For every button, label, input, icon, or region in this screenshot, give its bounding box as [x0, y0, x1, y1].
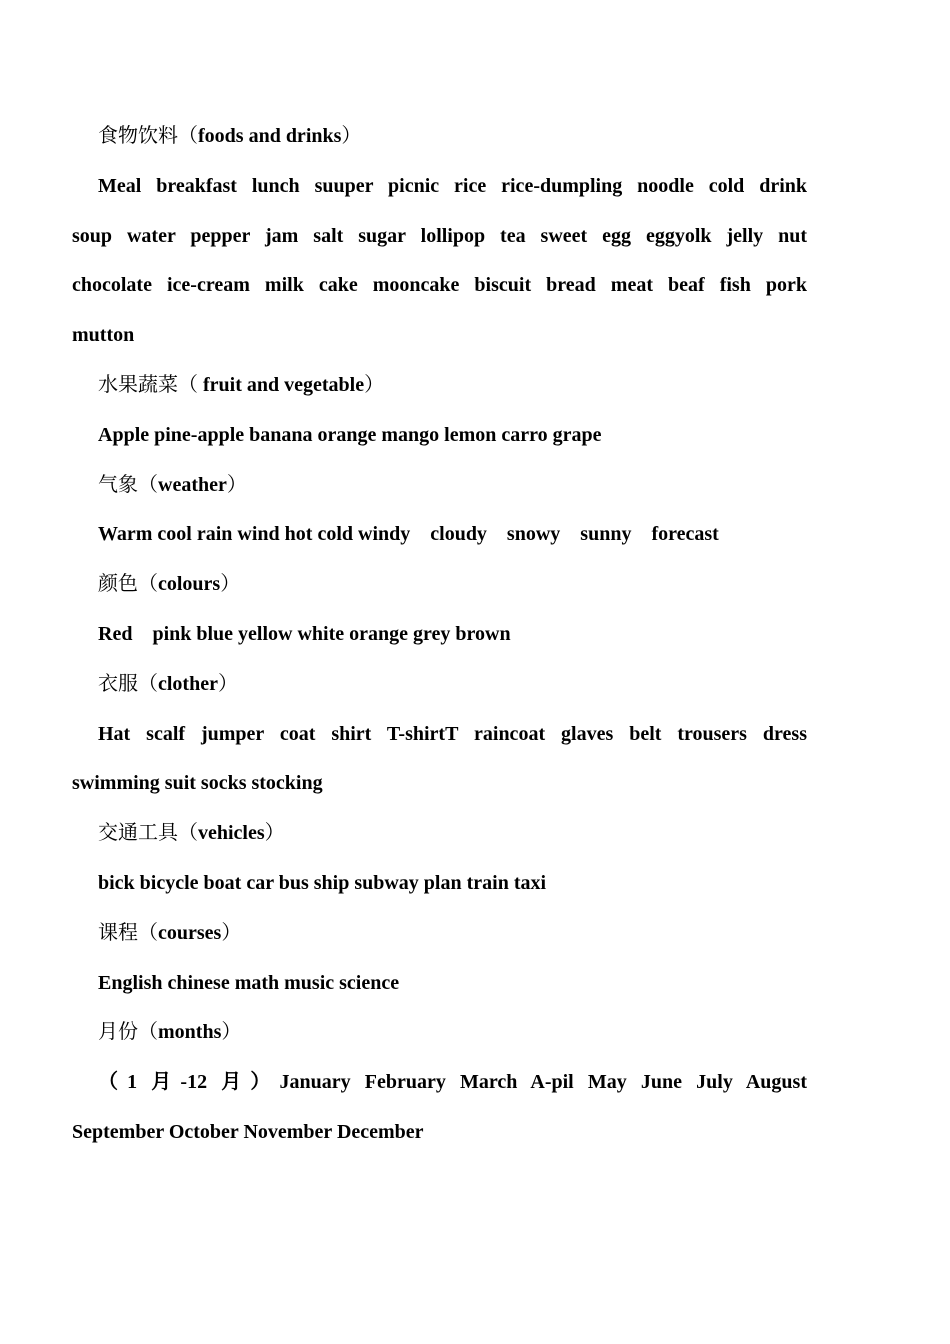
section-clothes — [72, 660, 807, 809]
word-line: Warm cool rain wind hot cold windy cloudy snowy sunny forecast — [98, 523, 719, 546]
section-months — [72, 1008, 807, 1157]
section-fruit-and-vegetable — [72, 361, 807, 461]
word-line: English chinese math music science — [98, 971, 400, 994]
section-courses — [72, 909, 807, 1009]
word-line: Red pink blue yellow white orange grey brown — [98, 622, 511, 645]
section-heading: 月份（months） — [98, 1021, 242, 1044]
word-line: soup water pepper jam salt sugar lollipop tea sweet egg eggyolk jelly nut — [72, 224, 807, 247]
document-page — [72, 112, 807, 1158]
section-heading: 颜色（colours） — [98, 573, 241, 596]
section-heading: 气象（weather） — [98, 473, 247, 496]
word-line: swimming suit socks stocking — [72, 772, 323, 795]
section-heading: 衣服（clother） — [98, 672, 238, 695]
section-colours — [72, 560, 807, 660]
word-line: （1 月-12 月）January February March A-pil May June July August — [98, 1071, 807, 1094]
word-line: Meal breakfast lunch suuper picnic rice rice-dumpling noodle cold drink — [98, 174, 807, 197]
word-line: chocolate ice-cream milk cake mooncake biscuit bread meat beaf fish pork — [72, 274, 807, 297]
word-line: bick bicycle boat car bus ship subway plan train taxi — [98, 871, 547, 894]
section-heading: 食物饮料（foods and drinks） — [98, 125, 362, 147]
word-line: Apple pine-apple banana orange mango lemon carro grape — [98, 423, 602, 446]
word-line: mutton — [72, 324, 135, 347]
word-line: Hat scalf jumper coat shirt T-shirtT raincoat glaves belt trousers dress — [98, 722, 807, 745]
section-foods-and-drinks — [72, 112, 807, 361]
section-heading: 水果蔬菜（ fruit and vegetable） — [98, 373, 385, 396]
section-heading: 交通工具（vehicles） — [98, 822, 285, 845]
section-heading: 课程（courses） — [98, 921, 242, 944]
section-weather — [72, 461, 807, 561]
word-line: September October November December — [72, 1120, 424, 1143]
section-vehicles — [72, 809, 807, 909]
